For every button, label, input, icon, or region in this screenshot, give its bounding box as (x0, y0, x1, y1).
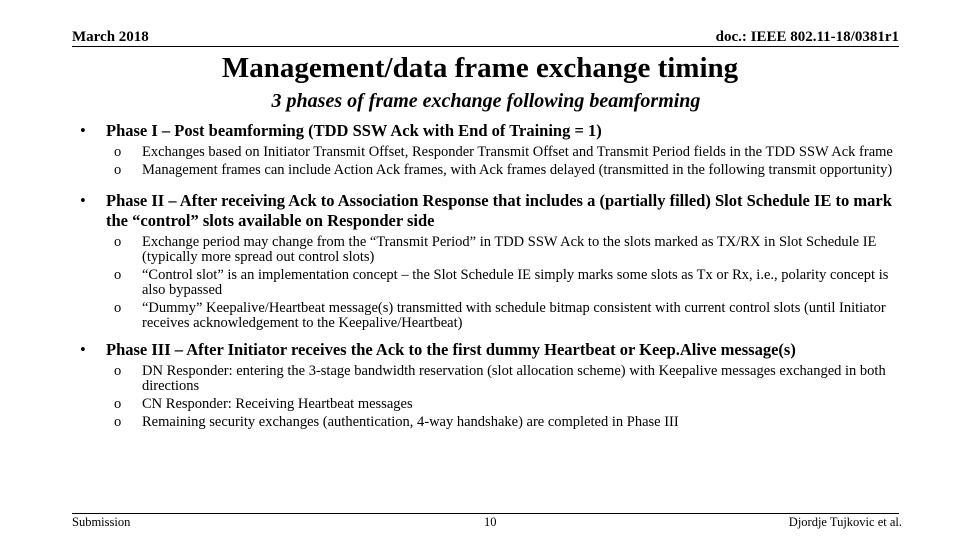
phase-2-points (80, 235, 910, 331)
phase-2-section (80, 191, 910, 331)
sub-bullet-icon: o (114, 396, 122, 412)
phase-2-bullet (80, 191, 910, 231)
phase-2-heading: Phase II – After receiving Ack to Association Response that includes a (partially filled) Slot Schedule IE to mark the “control” slots available on Responder side (106, 191, 892, 230)
phase-3-points (80, 364, 910, 430)
sub-bullet-icon: o (114, 300, 122, 316)
list-item (80, 397, 910, 412)
header-rule (72, 46, 899, 47)
footer-submission: Submission (72, 515, 131, 529)
bullet-icon: • (80, 121, 86, 140)
bullet-icon: • (80, 191, 86, 210)
footer-rule (72, 513, 899, 514)
slide-subtitle: 3 phases of frame exchange following beamforming (271, 90, 701, 112)
list-item (80, 235, 910, 265)
list-item (80, 145, 910, 160)
sub-bullet-icon: o (114, 234, 122, 250)
list-item (80, 415, 910, 430)
point-text: Exchanges based on Initiator Transmit Offset, Responder Transmit Offset and Transmit Period fields in the TDD SSW Ack frame (142, 144, 893, 160)
point-text: “Control slot” is an implementation concept – the Slot Schedule IE simply marks some slots as Tx or Rx, i.e., polarity concept is also bypassed (142, 267, 889, 298)
footer-author: Djordje Tujkovic et al. (788, 515, 902, 529)
point-text: CN Responder: Receiving Heartbeat messages (142, 396, 413, 412)
page-number: 10 (484, 515, 497, 529)
sub-bullet-icon: o (114, 144, 122, 160)
phase-3-section (80, 340, 910, 430)
sub-bullet-icon: o (114, 414, 122, 430)
list-item (80, 163, 910, 178)
slide-body (80, 121, 910, 433)
phase-1-points (80, 145, 910, 178)
list-item (80, 301, 910, 331)
phase-1-heading: Phase I – Post beamforming (TDD SSW Ack with End of Training = 1) (106, 121, 602, 140)
header-date: March 2018 (72, 29, 149, 45)
list-item (80, 364, 910, 394)
sub-bullet-icon: o (114, 363, 122, 379)
phase-1-bullet (80, 121, 910, 141)
point-text: Exchange period may change from the “Transmit Period” in TDD SSW Ack to the slots marked as TX/RX in Slot Schedule IE (typically more spread out control slots) (142, 234, 877, 265)
slide-title: Management/data frame exchange timing (221, 52, 739, 84)
list-item (80, 268, 910, 298)
point-text: “Dummy” Keepalive/Heartbeat message(s) transmitted with schedule bitmap consistent with current control slots (until Initiator receives acknowledgement to the Keepalive/Heartbeat) (142, 300, 886, 331)
point-text: Remaining security exchanges (authentication, 4-way handshake) are completed in Phase III (142, 414, 679, 430)
point-text: Management frames can include Action Ack frames, with Ack frames delayed (transmitted in the following transmit opportunity) (142, 162, 893, 178)
phase-3-heading: Phase III – After Initiator receives the Ack to the first dummy Heartbeat or Keep.Alive message(s) (106, 340, 796, 359)
point-text: DN Responder: entering the 3-stage bandwidth reservation (slot allocation scheme) with Keepalive messages exchanged in both directions (142, 363, 886, 394)
sub-bullet-icon: o (114, 162, 122, 178)
phase-3-bullet (80, 340, 910, 360)
header-doc-id: doc.: IEEE 802.11-18/0381r1 (715, 29, 899, 45)
sub-bullet-icon: o (114, 267, 122, 283)
bullet-icon: • (80, 340, 86, 359)
phase-1-section (80, 121, 910, 178)
